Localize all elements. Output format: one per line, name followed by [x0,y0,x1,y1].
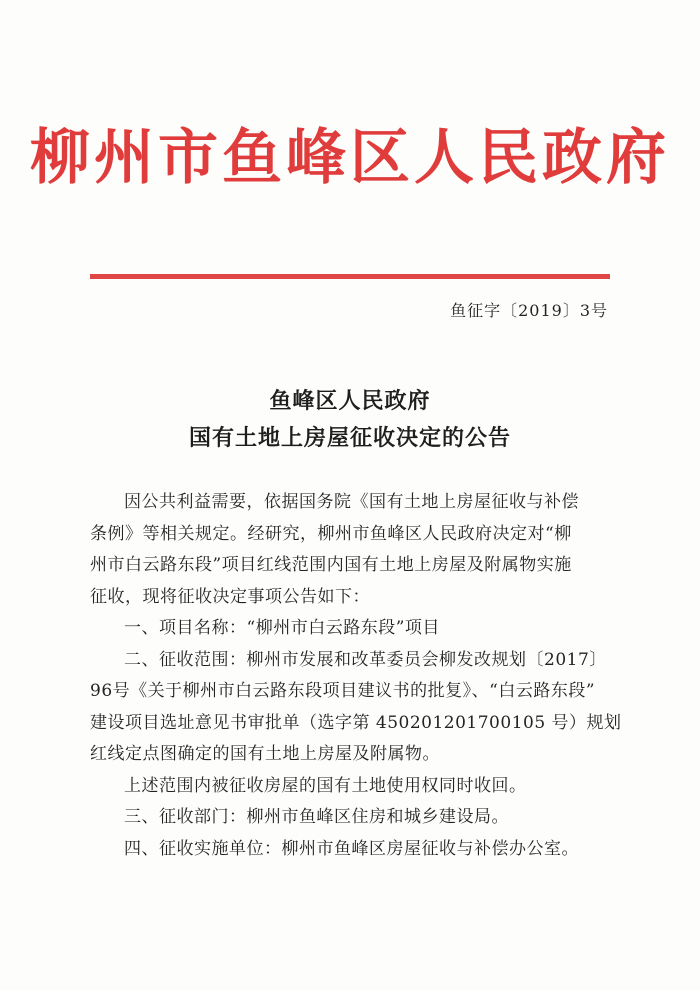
notice-body [90,487,622,865]
body-line: 三、征收部门：柳州市鱼峰区住房和城乡建设局。 [124,807,509,827]
document-number: 鱼征字〔2019〕3号 [450,301,608,320]
red-divider-line [90,274,610,279]
body-line: 上述范围内被征收房屋的国有土地使用权同时收回。 [124,775,527,796]
issuing-authority-header: 柳州市鱼峰区人民政府 [30,123,670,193]
body-line: 96号《关于柳州市白云路东段项目建议书的批复》、“白云路东段” [90,681,596,701]
notice-title-line-1: 鱼峰区人民政府 [269,388,431,414]
body-line: 四、征收实施单位：柳州市鱼峰区房屋征收与补偿办公室。 [124,838,579,859]
body-line: 征收，现将征收决定事项公告如下： [90,586,370,607]
notice-title-line-2: 国有土地上房屋征收决定的公告 [188,425,511,451]
body-line: 红线定点图确定的国有土地上房屋及附属物。 [90,744,440,764]
body-line: 一、项目名称：“柳州市白云路东段”项目 [124,618,440,638]
body-line: 二、征收范围：柳州市发展和改革委员会柳发改规划〔2017〕 [124,649,607,670]
body-line: 条例》等相关规定。经研究，柳州市鱼峰区人民政府决定对“柳 [90,523,572,544]
body-line: 州市白云路东段”项目红线范围内国有土地上房屋及附属物实施 [90,555,572,575]
body-line: 因公共利益需要，依据国务院《国有土地上房屋征收与补偿 [124,492,579,512]
body-line: 建设项目选址意见书审批单（选字第 450201201700105 号）规划 [90,712,622,733]
